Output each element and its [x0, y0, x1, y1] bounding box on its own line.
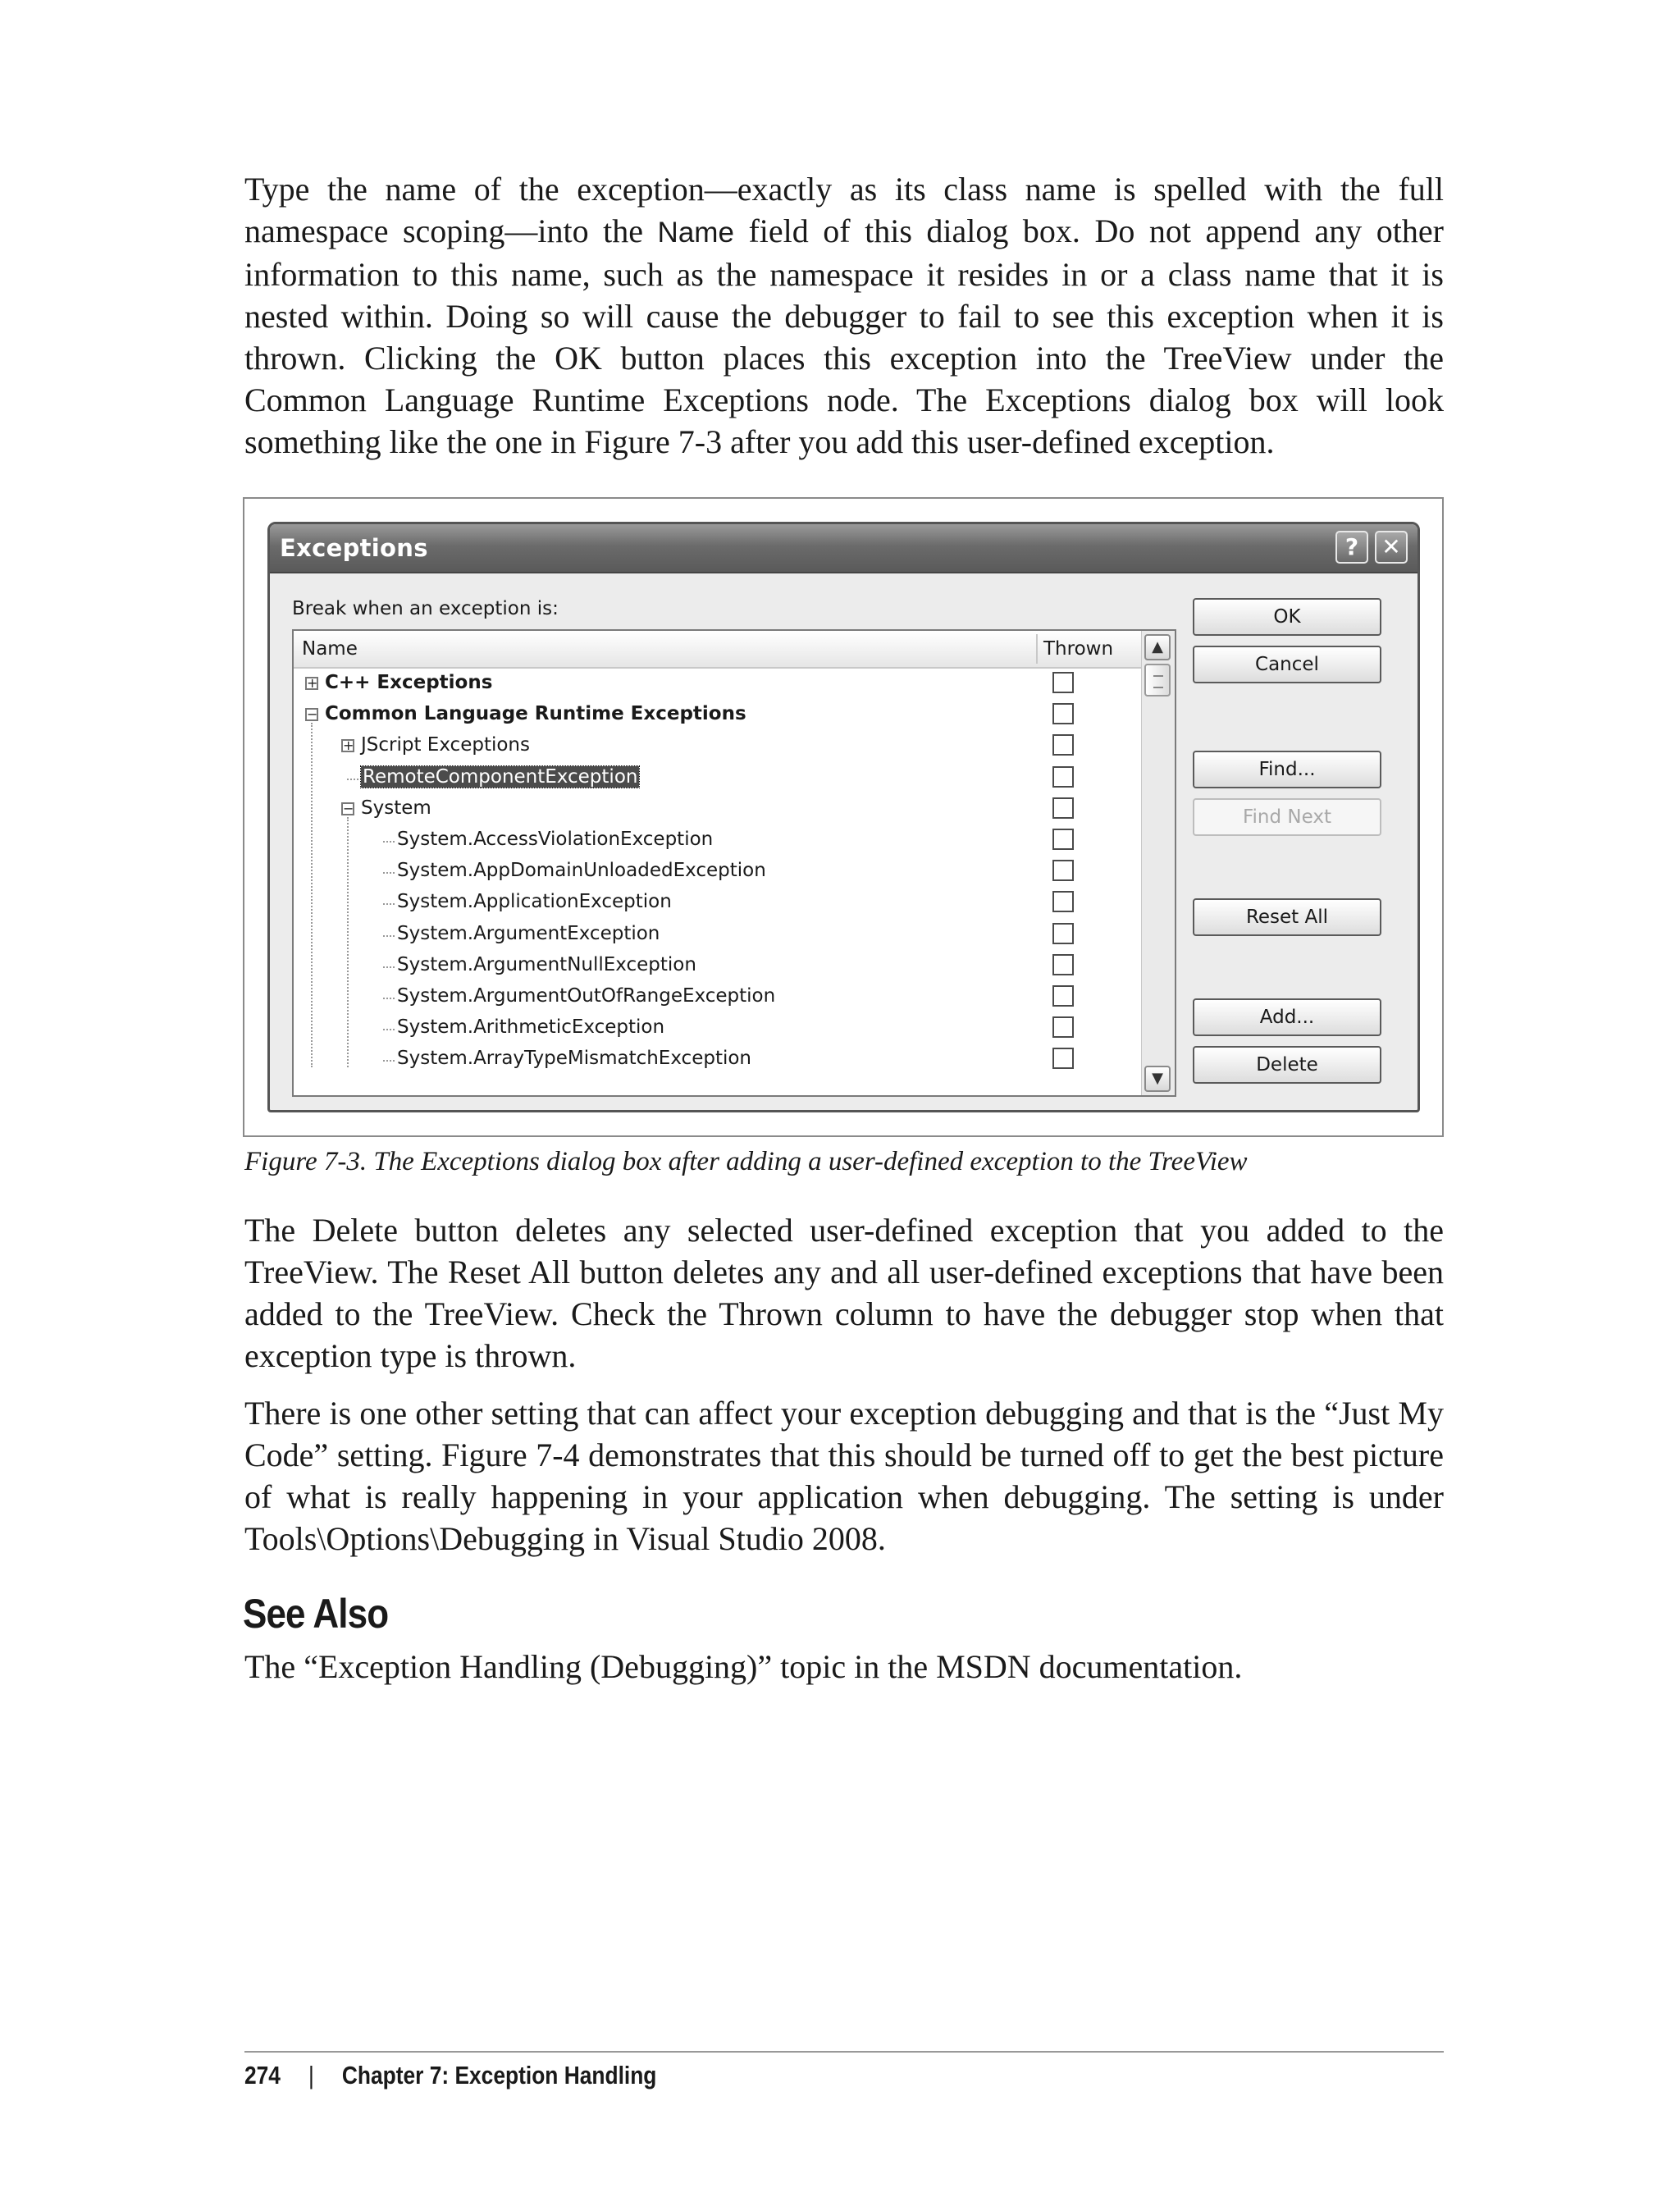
tree-row[interactable]	[294, 763, 1139, 794]
page-number: 274	[244, 2061, 281, 2090]
tree-row[interactable]	[294, 888, 1139, 919]
tree-connector	[347, 779, 358, 780]
tree-row[interactable]	[294, 700, 1139, 731]
thrown-checkbox[interactable]	[1052, 703, 1074, 724]
thrown-checkbox[interactable]	[1052, 923, 1074, 944]
tree-row[interactable]	[294, 982, 1139, 1013]
tree-row[interactable]	[294, 856, 1139, 888]
thrown-checkbox[interactable]	[1052, 1016, 1074, 1038]
name-column-header[interactable]: Name	[302, 638, 358, 660]
tree-row[interactable]	[294, 794, 1139, 825]
name-field-code: Name	[657, 217, 734, 249]
see-also-heading: See Also	[243, 1591, 389, 1637]
tree-connector	[383, 872, 395, 874]
thrown-checkbox[interactable]	[1052, 734, 1074, 756]
thrown-checkbox[interactable]	[1052, 985, 1074, 1007]
tree-row[interactable]	[294, 669, 1139, 700]
delete-button[interactable]: Delete	[1193, 1046, 1381, 1084]
thrown-checkbox[interactable]	[1052, 797, 1074, 819]
see-also-text: The “Exception Handling (Debugging)” topic in the MSDN documentation.	[244, 1648, 1243, 1685]
dialog-titlebar	[270, 524, 1418, 573]
find-button[interactable]: Find...	[1193, 751, 1381, 788]
tree-row[interactable]	[294, 1013, 1139, 1044]
exceptions-treeview[interactable]	[292, 629, 1176, 1097]
break-when-label: Break when an exception is:	[292, 598, 559, 619]
tree-guide-line	[311, 723, 313, 1067]
page-footer	[244, 2061, 656, 2090]
cancel-button[interactable]: Cancel	[1193, 646, 1381, 683]
tree-row[interactable]	[294, 920, 1139, 951]
tree-connector	[383, 935, 395, 937]
find-next-button[interactable]: Find Next	[1193, 798, 1381, 836]
thrown-checkbox[interactable]	[1052, 672, 1074, 693]
tree-connector	[383, 998, 395, 999]
thrown-checkbox[interactable]	[1052, 829, 1074, 850]
vertical-scrollbar[interactable]	[1141, 631, 1175, 1095]
expand-icon[interactable]: +	[343, 738, 354, 754]
tree-row[interactable]	[294, 1044, 1139, 1076]
tree-item-label[interactable]: RemoteComponentException	[363, 765, 638, 788]
thrown-checkbox[interactable]	[1052, 766, 1074, 788]
thrown-checkbox[interactable]	[1052, 954, 1074, 975]
close-button[interactable]: ✕	[1375, 531, 1408, 564]
intro-paragraph	[244, 168, 1444, 463]
tree-connector	[383, 903, 395, 905]
tree-guide-line	[347, 817, 349, 1068]
tree-item-label[interactable]: C++ Exceptions	[325, 672, 493, 693]
chapter-title: Chapter 7: Exception Handling	[341, 2061, 657, 2090]
tree-connector	[383, 1060, 395, 1062]
collapse-icon[interactable]: −	[307, 706, 318, 723]
add-button[interactable]: Add...	[1193, 998, 1381, 1036]
footer-rule	[244, 2051, 1444, 2053]
thrown-checkbox[interactable]	[1052, 891, 1074, 912]
ok-button[interactable]: OK	[1193, 598, 1381, 636]
tree-connector	[383, 1029, 395, 1030]
tree-item-label[interactable]: System.AccessViolationException	[397, 829, 714, 850]
reset-all-button[interactable]: Reset All	[1193, 898, 1381, 936]
figure-frame	[243, 497, 1444, 1137]
figure-caption: Figure 7-3. The Exceptions dialog box after adding a user-defined exception to the TreeView	[244, 1147, 1248, 1176]
thrown-column-header[interactable]: Thrown	[1043, 638, 1114, 660]
scroll-thumb[interactable]	[1144, 664, 1171, 697]
collapse-icon[interactable]: −	[343, 800, 354, 816]
thrown-checkbox[interactable]	[1052, 860, 1074, 881]
footer-separator: |	[308, 2061, 314, 2090]
column-separator[interactable]	[1036, 634, 1038, 664]
tree-item-label[interactable]: System.ArgumentNullException	[397, 953, 696, 975]
scroll-up-button[interactable]: ▲	[1144, 634, 1171, 660]
tree-connector	[383, 966, 395, 968]
tree-item-label[interactable]: System.ArgumentOutOfRangeException	[397, 985, 776, 1007]
tree-item-label[interactable]: System.ApplicationException	[397, 891, 672, 913]
dialog-title: Exceptions	[280, 534, 428, 562]
tree-row[interactable]	[294, 825, 1139, 856]
thrown-checkbox[interactable]	[1052, 1048, 1074, 1069]
intro-text-end: field of this dialog box. Do not append any other information to this name, such as the namespace it resides in or a class name that it is nested within. Doing so will cause the debugger to fail to see this exception when it is thrown. Clicking the OK button places this exception into the TreeView under the Common Language Runtime Exceptions node. The Exceptions dialog box will look something like the one in Figure 7-3 after you add this user-defined exception.	[244, 212, 1444, 460]
expand-icon[interactable]: +	[307, 675, 318, 691]
tree-connector	[383, 841, 395, 843]
tree-row[interactable]	[294, 951, 1139, 982]
tree-item-label[interactable]: System.ArrayTypeMismatchException	[397, 1048, 752, 1070]
tree-item-label[interactable]: System	[361, 797, 431, 819]
intro-text-start: Type the name of the exception—exactly as its class name is spelled with the full namespace scoping—into the	[244, 171, 1444, 249]
help-button[interactable]: ?	[1335, 531, 1368, 564]
delete-reset-paragraph: The Delete button deletes any selected user-defined exception that you added to the TreeView. The Reset All button deletes any and all user-defined exceptions that have been added to the TreeView. Check the Thrown column to have the debugger stop when that exception type is thrown.	[244, 1212, 1444, 1374]
tree-item-label[interactable]: System.ArgumentException	[397, 922, 660, 944]
tree-row[interactable]	[294, 731, 1139, 762]
list-header	[294, 631, 1175, 669]
just-my-code-paragraph: There is one other setting that can affect your exception debugging and that is the “Just My Code” setting. Figure 7-4 demonstrates that this should be turned off to get the best picture of what is really happening in your application when debugging. The setting is under Tools\Options\Debugging in Visual Studio 2008.	[244, 1395, 1444, 1557]
tree-item-label[interactable]: JScript Exceptions	[361, 734, 530, 756]
scroll-down-button[interactable]: ▼	[1144, 1066, 1171, 1092]
exceptions-dialog	[267, 522, 1420, 1112]
tree-item-label[interactable]: System.ArithmeticException	[397, 1016, 665, 1039]
tree-item-label[interactable]: System.AppDomainUnloadedException	[397, 860, 766, 882]
tree-item-label[interactable]: Common Language Runtime Exceptions	[325, 703, 746, 725]
